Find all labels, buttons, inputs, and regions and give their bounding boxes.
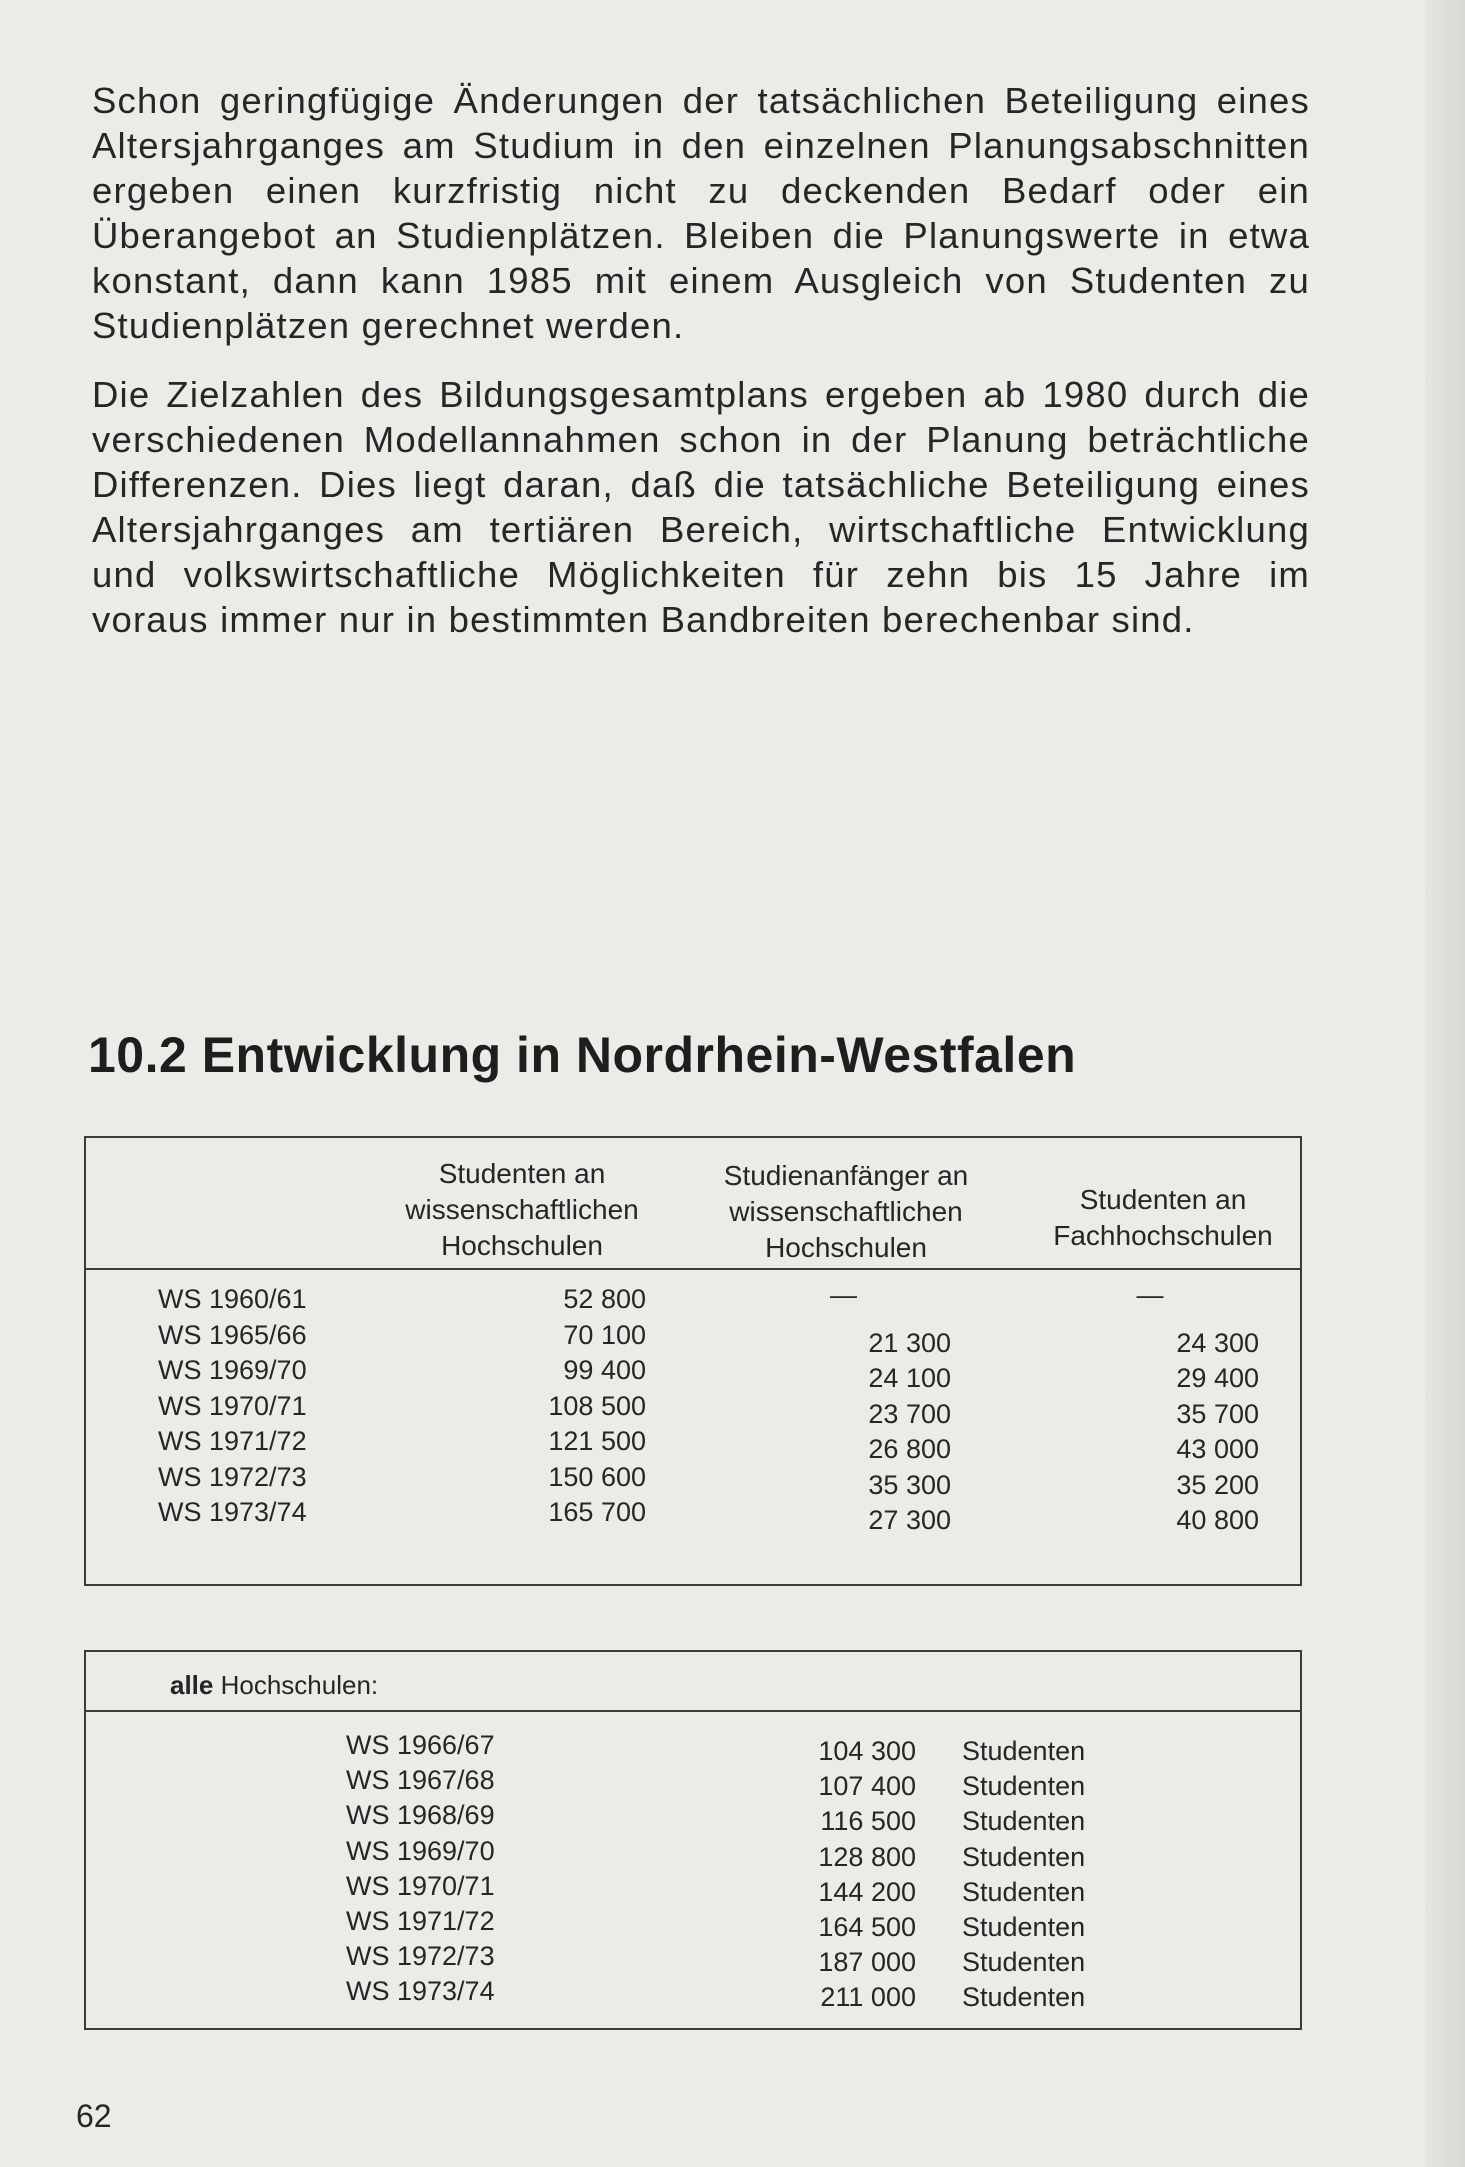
anfaenger-wh-cell: 35 300 <box>868 1469 951 1500</box>
unit-cell: Studenten <box>962 1806 1086 1837</box>
count-cell: 164 500 <box>818 1911 916 1942</box>
table-body <box>86 1280 1300 1535</box>
table-row <box>86 1976 1300 2011</box>
paragraph-2: Die Zielzahlen des Bildungsgesamtplans ergeben ab 1980 durch die verschiedenen Modellannahmen schon in der Planung beträchtliche Differenzen. Dies liegt daran, daß die tatsächliche Beteiligung eines Altersjahrganges am tertiären Bereich, wirtschaftliche Entwicklung und volkswirtschaftliche Möglichkeiten für zehn bis 15 Jahre im voraus immer nur in bestimmten Bandbreiten berechenbar sind. <box>92 374 1310 640</box>
count-cell: 144 200 <box>818 1876 916 1907</box>
studenten-wh-cell: 150 600 <box>548 1461 646 1492</box>
studenten-wh-cell: 99 400 <box>563 1355 646 1385</box>
studenten-wh-cell: 108 500 <box>548 1390 646 1421</box>
table-row <box>86 1871 1300 1906</box>
unit-cell: Studenten <box>962 1982 1086 2013</box>
unit-cell: Studenten <box>962 1841 1086 1872</box>
all-universities-table <box>84 1650 1302 2030</box>
count-cell: 128 800 <box>818 1841 916 1872</box>
table-row <box>86 1320 1300 1356</box>
semester-cell: WS 1969/70 <box>158 1355 307 1385</box>
studenten-fh-cell: — <box>1136 1280 1164 1310</box>
heading-rest: Hochschulen: <box>213 1670 379 1700</box>
table-row <box>86 1462 1300 1498</box>
heading-bold: alle <box>170 1670 214 1700</box>
semester-cell: WS 1971/72 <box>158 1426 307 1456</box>
studenten-fh-cell: 24 300 <box>1176 1327 1259 1358</box>
unit-cell: Studenten <box>962 1736 1086 1766</box>
table-row <box>86 1355 1300 1391</box>
studenten-fh-cell: 35 200 <box>1176 1469 1259 1500</box>
paragraph-1: Schon geringfügige Änderungen der tatsächlichen Beteiligung eines Altersjahrganges am Studium in den einzelnen Planungsabschnitten ergeben einen kurzfristig nicht zu deckenden Bedarf oder ein Überangebot an Studienplätzen. Bleiben die Planungswerte in etwa konstant, dann kann 1985 mit einem Ausgleich von Studenten zu Studienplätzen gerechnet werden. <box>92 80 1310 346</box>
count-cell: 211 000 <box>820 1982 916 2013</box>
semester-cell: WS 1970/71 <box>158 1390 307 1421</box>
table-row <box>86 1836 1300 1871</box>
semester-cell: WS 1967/68 <box>346 1765 495 1796</box>
page-edge <box>1425 0 1465 2167</box>
studenten-wh-cell: 121 500 <box>548 1426 646 1456</box>
unit-cell: Studenten <box>962 1947 1086 1978</box>
col-header-studenten-fh: Studenten an Fachhochschulen <box>1053 1184 1273 1251</box>
semester-cell: WS 1971/72 <box>346 1905 495 1936</box>
semester-cell: WS 1968/69 <box>346 1800 495 1831</box>
header-divider <box>86 1268 1300 1270</box>
table-row <box>86 1391 1300 1427</box>
semester-cell: WS 1973/74 <box>158 1497 307 1527</box>
studenten-wh-cell: 70 100 <box>563 1319 646 1350</box>
semester-cell: WS 1973/74 <box>346 1976 495 2007</box>
semester-cell: WS 1970/71 <box>346 1870 495 1901</box>
table-body <box>86 1730 1300 2012</box>
studenten-wh-cell: 165 700 <box>548 1497 646 1527</box>
anfaenger-wh-cell: 26 800 <box>868 1434 951 1464</box>
all-universities-heading <box>170 1670 378 1701</box>
count-cell: 116 500 <box>820 1806 916 1837</box>
studenten-fh-cell: 29 400 <box>1176 1363 1259 1393</box>
studenten-fh-cell: 43 000 <box>1176 1434 1259 1464</box>
anfaenger-wh-cell: 24 100 <box>868 1363 951 1393</box>
semester-cell: WS 1972/73 <box>158 1461 307 1492</box>
unit-cell: Studenten <box>962 1911 1086 1942</box>
page-number: 62 <box>76 2098 112 2134</box>
table-row <box>86 1941 1300 1976</box>
count-cell: 104 300 <box>818 1736 916 1766</box>
anfaenger-wh-cell: — <box>830 1280 857 1310</box>
semester-cell: WS 1966/67 <box>346 1730 495 1760</box>
table-row <box>86 1280 1300 1320</box>
table-row <box>86 1765 1300 1800</box>
table-row <box>86 1730 1300 1765</box>
header-divider <box>86 1710 1300 1712</box>
semester-cell: WS 1969/70 <box>346 1835 495 1866</box>
studenten-fh-cell: 35 700 <box>1176 1398 1259 1429</box>
enrollment-table <box>84 1136 1302 1586</box>
col-header-anfaenger-wh: Studienanfänger an wissenschaftlichen Hochschulen <box>723 1160 969 1263</box>
unit-cell: Studenten <box>962 1876 1086 1907</box>
semester-cell: WS 1972/73 <box>346 1941 495 1972</box>
count-cell: 187 000 <box>818 1947 916 1978</box>
semester-cell: WS 1965/66 <box>158 1319 307 1350</box>
anfaenger-wh-cell: 23 700 <box>868 1398 951 1429</box>
table-row <box>86 1906 1300 1941</box>
semester-cell: WS 1960/61 <box>158 1284 307 1314</box>
anfaenger-wh-cell: 27 300 <box>868 1505 951 1535</box>
unit-cell: Studenten <box>962 1771 1086 1802</box>
table-row <box>86 1800 1300 1835</box>
studenten-fh-cell: 40 800 <box>1176 1505 1259 1535</box>
col-header-studenten-wh: Studenten an wissenschaftlichen Hochschulen <box>405 1158 639 1261</box>
table-row <box>86 1426 1300 1462</box>
count-cell: 107 400 <box>818 1771 916 1802</box>
table-row <box>86 1497 1300 1533</box>
studenten-wh-cell: 52 800 <box>563 1284 646 1314</box>
section-heading: 10.2 Entwicklung in Nordrhein-Westfalen <box>88 1027 1077 1083</box>
anfaenger-wh-cell: 21 300 <box>868 1327 951 1358</box>
